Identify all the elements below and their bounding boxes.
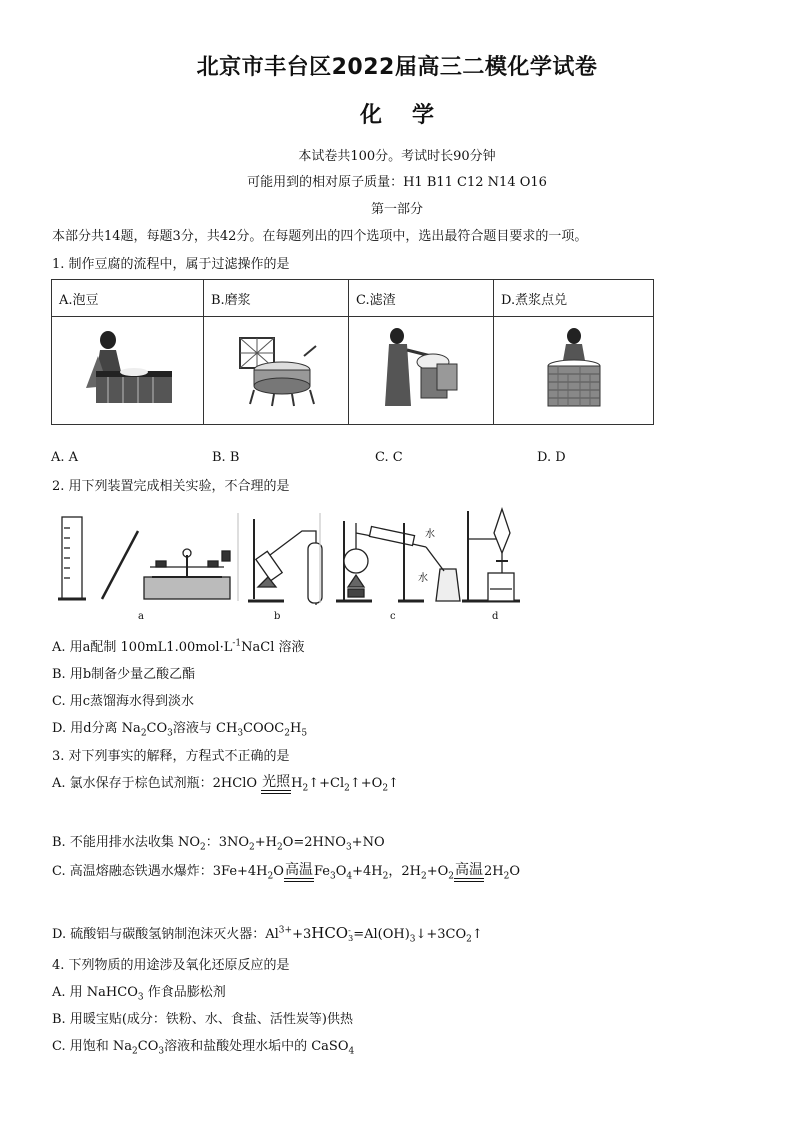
- exam-title: 北京市丰台区2022届高三二模化学试卷: [196, 55, 598, 80]
- q2-option-d: D. 用d分离 $Na_2CO_3$溶液与 $CH_3COOC_2H_5$: [52, 721, 308, 739]
- q4-option-b: B. 用暖宝贴(成分：铁粉、水、食盐、活性炭等)供热: [52, 1012, 353, 1027]
- q1-answer-c: C. C: [375, 450, 403, 465]
- q2-figure-label-a: a: [138, 611, 144, 622]
- q3-option-b: B. 不能用排水法收集 $NO_2$：$3NO_2+H_2O=2HNO_3+NO$: [52, 835, 385, 853]
- q1-header-a: A.泡豆: [52, 280, 204, 317]
- q1-header-d: D.煮浆点兑: [494, 280, 654, 317]
- part-heading: 第一部分: [370, 202, 423, 217]
- q4-option-a: A. 用 NaHCO$_3$ 作食品膨松剂: [52, 985, 226, 1003]
- q2-figure-label-d: d: [492, 611, 499, 622]
- q1-image-b: [204, 317, 349, 425]
- q1-answer-d: D. D: [537, 450, 566, 465]
- atomic-mass-info: 可能用到的相对原子质量：H1 B11 C12 N14 O16: [247, 175, 547, 190]
- part-instruction: 本部分共14题，每题3分，共42分。在每题列出的四个选项中，选出最符合题目要求的一项。: [52, 229, 588, 244]
- q1-answer-a: A. A: [51, 450, 79, 465]
- q3-option-d: D. 硫酸铝与碳酸氢钠制泡沫灭火器：$Al^{3+}+3HCO$ - 3 $=Al(OH)_3↓+3CO_2↑$: [52, 924, 483, 945]
- q2-water-label-1: 水: [425, 529, 435, 540]
- q2-figure-label-c: c: [390, 611, 396, 622]
- q2-stem: 2. 用下列装置完成相关实验，不合理的是: [52, 479, 290, 494]
- q1-option-table: [51, 279, 654, 425]
- q4-stem: 4. 下列物质的用途涉及氧化还原反应的是: [52, 958, 290, 973]
- q3-option-a: A. 氯水保存于棕色试剂瓶：2HClO 光照 $H_2↑+Cl_2↑+O_2↑$: [52, 773, 399, 794]
- q1-header-c: C.滤渣: [349, 280, 494, 317]
- q2-option-b: B. 用b制备少量乙酸乙酯: [52, 667, 196, 682]
- q2-option-a: A. 用a配制 $100mL1.00mol\cdot L^{-1}NaCl$ 溶液: [52, 638, 305, 655]
- q4-option-c: C. 用饱和 $Na_2CO_3$溶液和盐酸处理水垢中的 CaSO$_4$: [52, 1039, 355, 1057]
- q1-stem: 1. 制作豆腐的流程中，属于过滤操作的是: [52, 257, 290, 272]
- q1-header-b: B.磨浆: [204, 280, 349, 317]
- q2-water-label-2: 水: [418, 573, 428, 584]
- q1-image-a: [52, 317, 204, 425]
- q1-answer-b: B. B: [212, 450, 240, 465]
- reaction-condition-heat: 高温: [284, 863, 314, 882]
- q1-image-c: [349, 317, 494, 425]
- q3-option-c: C. 高温熔融态铁遇水爆炸：$3Fe+4H_2O$ 高温 $Fe_3O_4+4H_2$，$2H_2+O_2$ 高温 $2H_2O$: [52, 861, 520, 882]
- reaction-condition-light: 光照: [261, 775, 291, 794]
- q1-image-d: [494, 317, 654, 425]
- q2-option-c: C. 用c蒸馏海水得到淡水: [52, 694, 195, 709]
- q2-figure-label-b: b: [274, 611, 281, 622]
- subject-title: 化学: [359, 103, 464, 128]
- exam-info: 本试卷共100分。考试时长90分钟: [298, 149, 496, 164]
- q2-apparatus-figure: [52, 503, 524, 625]
- reaction-condition-heat-2: 高温: [454, 863, 484, 882]
- q3-stem: 3. 对下列事实的解释，方程式不正确的是: [52, 749, 290, 764]
